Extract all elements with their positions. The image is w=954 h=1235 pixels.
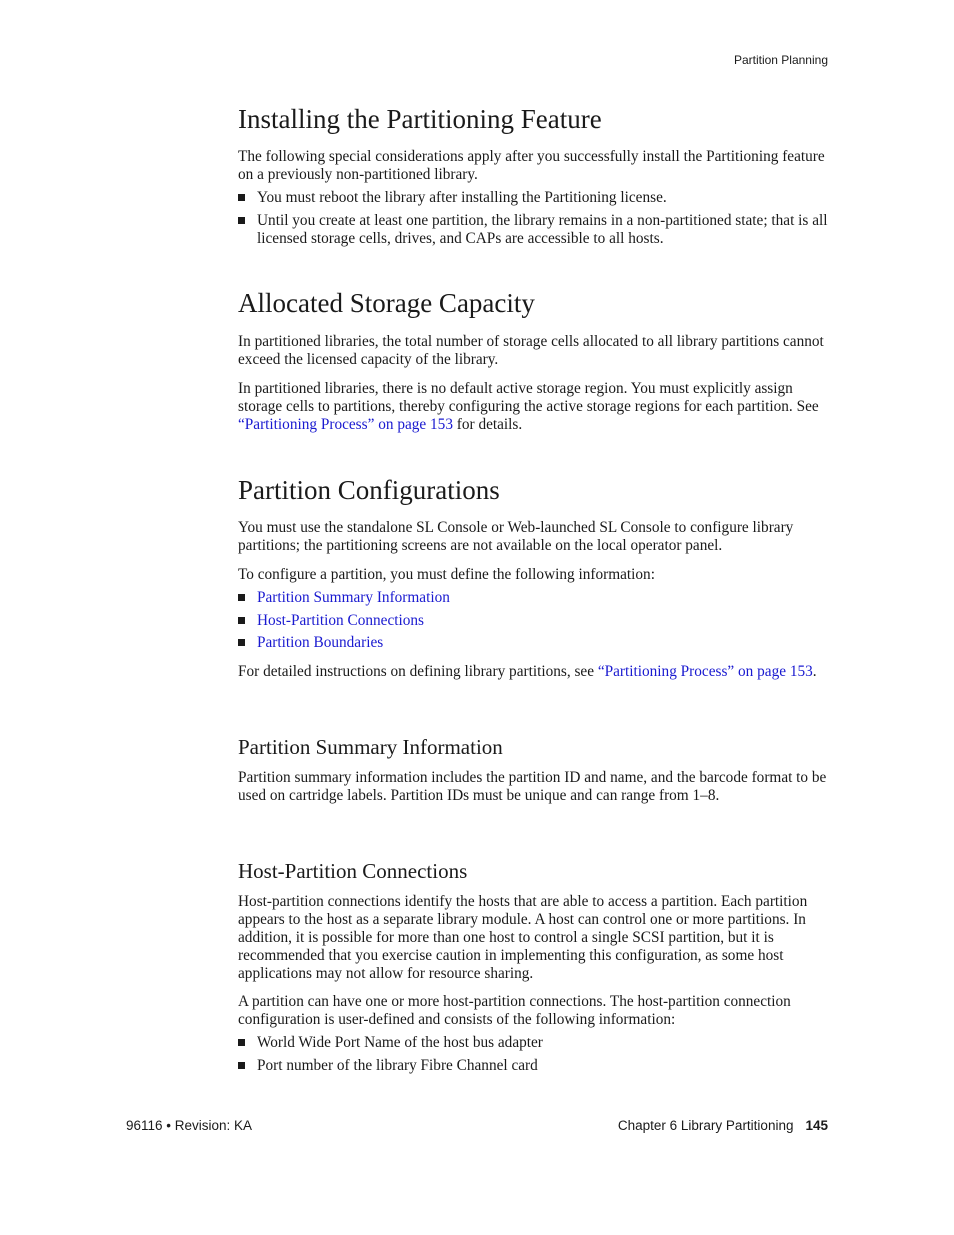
running-head: Partition Planning	[733, 53, 828, 67]
section3-para1: You must use the standalone SL Console or Web-launched SL Console to configure library partitions; the partitioning screens are not available on the local operator panel.	[238, 519, 794, 554]
page-number: 145	[805, 1118, 828, 1133]
section4-para: Partition summary information includes the partition ID and name, and the barcode format to be used on cartridge labels. Partition IDs must be unique and can range from 1–8.	[238, 769, 827, 804]
bullet-icon	[238, 617, 245, 624]
list-item	[238, 612, 830, 630]
bullet-icon	[238, 1039, 245, 1046]
heading-partition-configurations: Partition Configurations	[238, 475, 500, 505]
link-partition-boundaries[interactable]: Partition Boundaries	[257, 634, 384, 651]
section3-link-list	[238, 589, 830, 657]
list-item: Until you create at least one partition, the library remains in a non-partitioned state; that is all licensed storage cells, drives, and CAPs are accessible to all hosts.	[238, 212, 830, 248]
footer-chapter-title: Chapter 6 Library Partitioning	[617, 1118, 794, 1133]
bullet-icon	[238, 1062, 245, 1069]
section5-para1: Host-partition connections identify the hosts that are able to access a partition. Each partition appears to the host as a separate library module. A host can control one or more partitions. In addition, it is possible for more than one host to control a single SCSI partition, but it is recommended that you exercise caution in implementing this configuration, as some host applications may not allow for resource sharing.	[238, 893, 808, 982]
link-host-partition-connections[interactable]: Host-Partition Connections	[257, 611, 424, 629]
heading-host-partition-connections: Host-Partition Connections	[238, 859, 468, 883]
section1-intro: The following special considerations apply after you successfully install the Partitioning feature on a previously non-partitioned library.	[238, 148, 825, 183]
bullet-icon	[238, 594, 245, 601]
link-partition-summary-information[interactable]: Partition Summary Information	[257, 589, 450, 606]
section3-para3: For detailed instructions on defining library partitions, see “Partitioning Process” on page 153.	[238, 663, 817, 680]
section3-para2: To configure a partition, you must define the following information:	[238, 566, 655, 583]
section5-para2: A partition can have one or more host-partition connections. The host-partition connection configuration is user-defined and consists of the following information:	[238, 993, 791, 1028]
partitioning-process-link[interactable]: “Partitioning Process” on page 153	[238, 416, 453, 433]
heading-allocated-storage-capacity: Allocated Storage Capacity	[238, 288, 535, 318]
list-item: Port number of the library Fibre Channel card	[238, 1057, 830, 1075]
section5-bullet-list	[238, 1034, 830, 1079]
footer-document-id: 96116 • Revision: KA	[126, 1118, 253, 1133]
bullet-icon	[238, 217, 245, 224]
heading-installing-partitioning-feature: Installing the Partitioning Feature	[238, 104, 602, 134]
list-item	[238, 634, 830, 652]
section2-para1: In partitioned libraries, the total number of storage cells allocated to all library partitions cannot exceed the licensed capacity of the library.	[238, 333, 824, 368]
bullet-icon	[238, 194, 245, 201]
list-item: World Wide Port Name of the host bus adapter	[238, 1034, 830, 1052]
list-item	[238, 589, 830, 607]
footer-chapter	[618, 1118, 828, 1133]
section1-bullet-list	[238, 189, 830, 252]
bullet-icon	[238, 639, 245, 646]
section2-para2: In partitioned libraries, there is no default active storage region. You must explicitly assign storage cells to partitions, thereby configuring the active storage regions for each partition. See “Partitioning Process” on page 153 for details.	[238, 380, 819, 433]
list-item: You must reboot the library after installing the Partitioning license.	[238, 189, 830, 207]
heading-partition-summary-information: Partition Summary Information	[238, 735, 503, 759]
partitioning-process-link-2[interactable]: “Partitioning Process” on page 153	[597, 663, 813, 680]
